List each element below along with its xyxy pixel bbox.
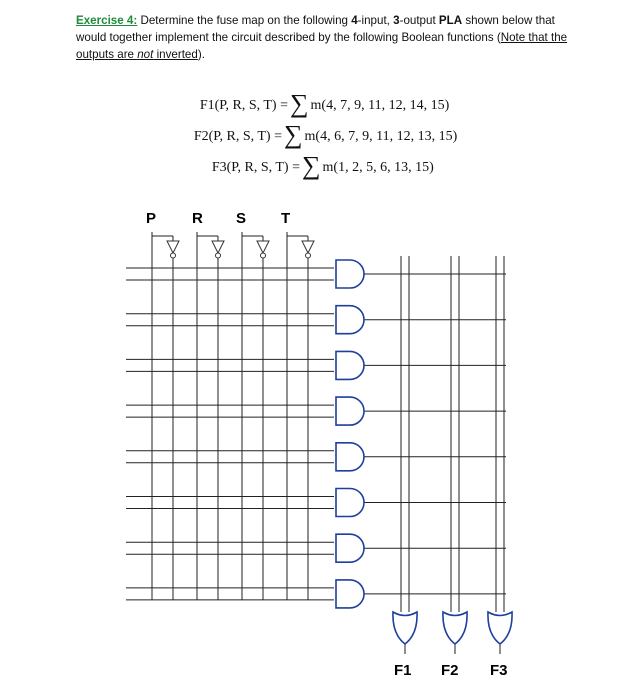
exercise-title: Exercise 4: <box>76 14 138 27</box>
input-label-t: T <box>281 210 291 227</box>
and-gate-icon <box>336 580 364 608</box>
input-label-p: P <box>146 210 157 227</box>
inverter-icon <box>302 241 314 253</box>
inverter-icon <box>212 241 224 253</box>
note-underlined: Note that the outputs are not inverted <box>76 31 568 61</box>
or-gate-icon <box>443 612 467 644</box>
sigma-symbol: ∑ <box>290 89 309 118</box>
and-gate-icon <box>336 443 364 471</box>
function-f3: F3(P, R, S, T) =∑ m(1, 2, 5, 6, 13, 15) <box>211 151 434 180</box>
inverter-icon <box>167 241 179 253</box>
inverter-bubble <box>261 253 266 258</box>
output-label-f2: F2 <box>441 662 459 679</box>
inverter-bubble <box>306 253 311 258</box>
input-label-s: S <box>236 210 247 227</box>
inverter-icon <box>257 241 269 253</box>
input-buffers <box>167 241 314 258</box>
function-f1: F1(P, R, S, T) =∑ m(4, 7, 9, 11, 12, 14, 15) <box>199 89 450 118</box>
sigma-symbol: ∑ <box>284 120 303 149</box>
exercise-prompt: Exercise 4: Determine the fuse map on the following 4-input, 3-output PLA shown below that would together implement the circuit described by the following Boolean functions (Note that the outputs are not inverted). <box>76 14 568 61</box>
or-gate-icon <box>488 612 512 644</box>
or-gates <box>393 612 512 644</box>
output-label-f1: F1 <box>394 662 412 679</box>
or-gate-icon <box>393 612 417 644</box>
function-f2: F2(P, R, S, T) =∑ m(4, 6, 7, 9, 11, 12, 13, 15) <box>193 120 458 149</box>
and-gates <box>336 260 364 608</box>
inverter-bubble <box>171 253 176 258</box>
and-gate-icon <box>336 397 364 425</box>
pla-grid <box>126 232 506 654</box>
and-gate-icon <box>336 306 364 334</box>
and-gate-icon <box>336 351 364 379</box>
output-label-f3: F3 <box>490 662 508 679</box>
and-gate-icon <box>336 260 364 288</box>
and-gate-icon <box>336 489 364 517</box>
inverter-bubble <box>216 253 221 258</box>
sigma-symbol: ∑ <box>302 151 321 180</box>
and-gate-icon <box>336 534 364 562</box>
input-label-r: R <box>192 210 203 227</box>
